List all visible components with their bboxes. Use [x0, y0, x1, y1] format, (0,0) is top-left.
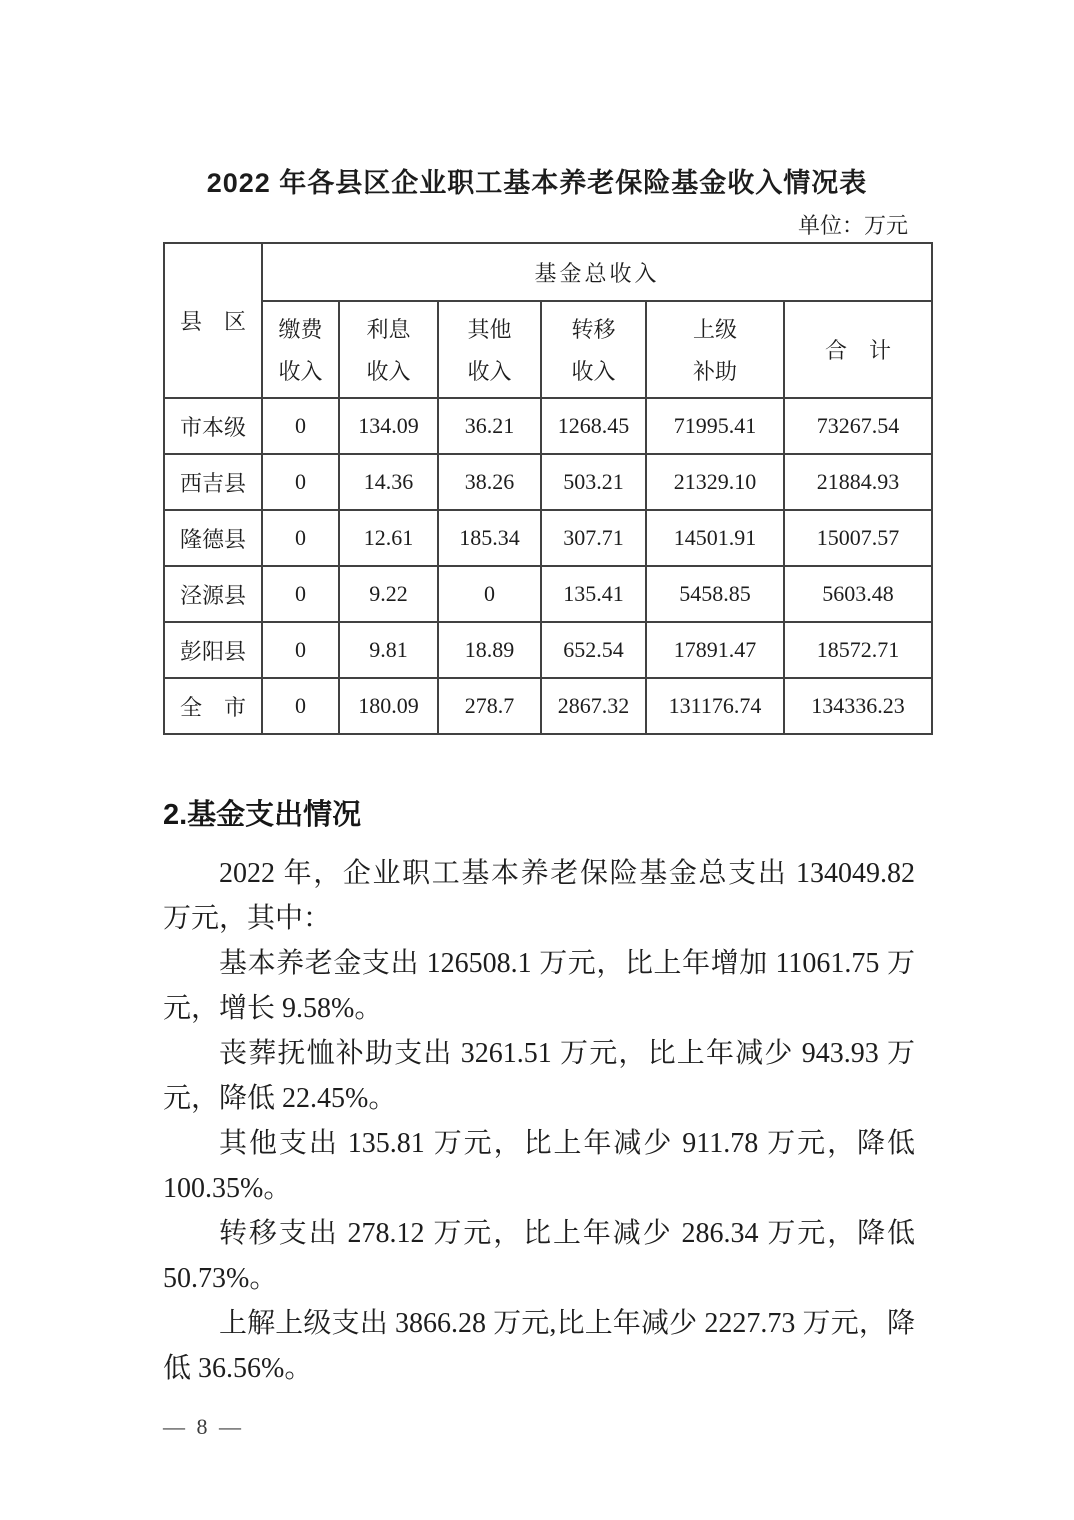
cell-value: 18.89 [438, 622, 541, 678]
document-title: 2022 年各县区企业职工基本养老保险基金收入情况表 [206, 168, 868, 198]
cell-value: 9.22 [339, 566, 438, 622]
section-heading: 2.基金支出情况 [163, 799, 362, 831]
cell-value: 0 [438, 566, 541, 622]
table-row [164, 622, 932, 678]
cell-value: 5603.48 [784, 566, 932, 622]
row-label: 隆德县 [164, 510, 262, 566]
group-header: 基金总收入 [262, 243, 932, 301]
cell-value: 134336.23 [784, 678, 932, 734]
income-table [163, 242, 933, 735]
row-label: 泾源县 [164, 566, 262, 622]
column-header: 其他 收入 [438, 301, 541, 398]
corner-header: 县 区 [164, 243, 262, 398]
page-number: — 8 — [163, 1414, 244, 1439]
cell-value: 2867.32 [541, 678, 646, 734]
cell-value: 18572.71 [784, 622, 932, 678]
cell-value: 0 [262, 566, 339, 622]
column-header: 利息 收入 [339, 301, 438, 398]
row-label: 西吉县 [164, 454, 262, 510]
cell-value: 36.21 [438, 398, 541, 454]
cell-value: 185.34 [438, 510, 541, 566]
row-label: 彭阳县 [164, 622, 262, 678]
cell-value: 652.54 [541, 622, 646, 678]
paragraph: 丧葬抚恤补助支出 3261.51 万元，比上年减少 943.93 万元，降低 22.45%。 [163, 1038, 915, 1114]
paragraph: 2022 年，企业职工基本养老保险基金总支出 134049.82 万元，其中： [163, 858, 915, 934]
cell-value: 307.71 [541, 510, 646, 566]
column-header: 缴费 收入 [262, 301, 339, 398]
cell-value: 135.41 [541, 566, 646, 622]
table-row [164, 510, 932, 566]
table-row [164, 398, 932, 454]
cell-value: 0 [262, 454, 339, 510]
column-header: 转移 收入 [541, 301, 646, 398]
table-subheader-row [164, 301, 932, 398]
cell-value: 9.81 [339, 622, 438, 678]
cell-value: 17891.47 [646, 622, 784, 678]
cell-value: 14501.91 [646, 510, 784, 566]
cell-value: 14.36 [339, 454, 438, 510]
paragraph: 上解上级支出 3866.28 万元,比上年减少 2227.73 万元，降低 36.56%。 [163, 1308, 915, 1384]
table-row [164, 678, 932, 734]
table-row [164, 566, 932, 622]
cell-value: 71995.41 [646, 398, 784, 454]
cell-value: 1268.45 [541, 398, 646, 454]
column-header: 合 计 [784, 301, 932, 398]
unit-label: 单位：万元 [797, 213, 908, 238]
row-label: 市本级 [164, 398, 262, 454]
paragraph: 转移支出 278.12 万元，比上年减少 286.34 万元，降低 50.73%。 [163, 1218, 915, 1294]
cell-value: 12.61 [339, 510, 438, 566]
cell-value: 73267.54 [784, 398, 932, 454]
table-group-header-row [164, 243, 932, 301]
cell-value: 38.26 [438, 454, 541, 510]
table-row [164, 454, 932, 510]
cell-value: 278.7 [438, 678, 541, 734]
cell-value: 0 [262, 678, 339, 734]
cell-value: 15007.57 [784, 510, 932, 566]
body-text [163, 851, 915, 1391]
column-header: 上级 补助 [646, 301, 784, 398]
cell-value: 180.09 [339, 678, 438, 734]
cell-value: 21884.93 [784, 454, 932, 510]
paragraph: 基本养老金支出 126508.1 万元，比上年增加 11061.75 万元，增长 9.58%。 [163, 948, 915, 1024]
cell-value: 134.09 [339, 398, 438, 454]
cell-value: 131176.74 [646, 678, 784, 734]
cell-value: 0 [262, 622, 339, 678]
cell-value: 21329.10 [646, 454, 784, 510]
cell-value: 0 [262, 510, 339, 566]
row-label: 全 市 [164, 678, 262, 734]
cell-value: 503.21 [541, 454, 646, 510]
cell-value: 5458.85 [646, 566, 784, 622]
cell-value: 0 [262, 398, 339, 454]
paragraph: 其他支出 135.81 万元，比上年减少 911.78 万元，降低 100.35%。 [163, 1128, 915, 1204]
